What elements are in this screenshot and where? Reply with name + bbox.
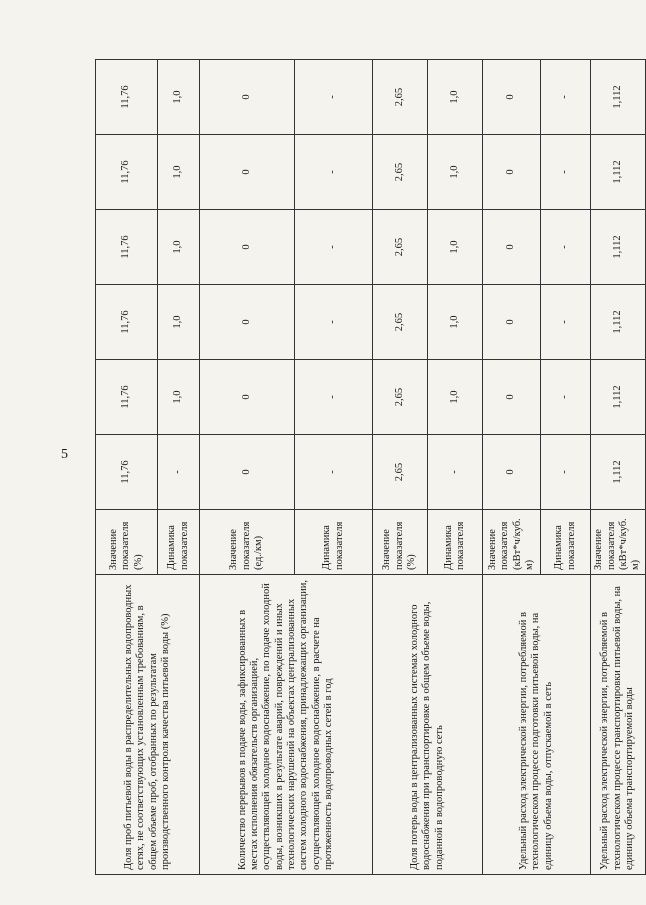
value-cell: 11,76: [96, 360, 158, 435]
parameter-name: Значение показателя (%): [373, 510, 428, 575]
value-cell: -: [541, 285, 591, 360]
rotated-table-container: [95, 60, 642, 875]
value-cell: -: [541, 435, 591, 510]
value-cell: 0: [483, 435, 541, 510]
indicators-table: [95, 59, 646, 875]
value-cell: -: [295, 285, 373, 360]
value-cell: 11,76: [96, 135, 158, 210]
value-cell: 1,0: [428, 285, 483, 360]
parameter-name: Динамика показателя: [158, 510, 200, 575]
value-cell: 2,65: [373, 435, 428, 510]
value-cell: 0: [200, 135, 295, 210]
value-cell: 1,0: [428, 135, 483, 210]
value-cell: 1,112: [591, 60, 646, 135]
value-cell: -: [295, 135, 373, 210]
value-cell: 11,76: [96, 60, 158, 135]
value-cell: 0: [483, 210, 541, 285]
value-cell: 0: [200, 435, 295, 510]
indicator-description: Доля проб питьевой воды в распределительных водопроводных сетях, не соответствующих установленным требованиям, в общем объеме проб, отобранных по результатам производственного контроля качества питьевой воды (%): [96, 575, 200, 875]
value-cell: -: [295, 435, 373, 510]
value-cell: 1,0: [158, 135, 200, 210]
value-cell: 0: [200, 285, 295, 360]
value-cell: 0: [483, 60, 541, 135]
value-cell: -: [541, 135, 591, 210]
value-cell: 2,65: [373, 210, 428, 285]
value-cell: 2,65: [373, 360, 428, 435]
value-cell: 1,0: [158, 285, 200, 360]
value-cell: 1,112: [591, 210, 646, 285]
value-cell: 2,65: [373, 60, 428, 135]
value-cell: -: [541, 210, 591, 285]
value-cell: -: [295, 210, 373, 285]
table-row: [200, 60, 295, 875]
parameter-name: Значение показателя (кВт*ч/куб. м): [483, 510, 541, 575]
table-row: [373, 60, 428, 875]
indicator-description: Удельный расход электрической энергии, потребляемой в технологическом процессе транспортировки питьевой воды, на единицу объема транспортируемой воды: [591, 575, 646, 875]
value-cell: 1,112: [591, 285, 646, 360]
value-cell: 11,76: [96, 285, 158, 360]
table-row: [96, 60, 158, 875]
parameter-name: Значение показателя (%): [96, 510, 158, 575]
value-cell: 1,112: [591, 435, 646, 510]
indicator-description: Количество перерывов в подаче воды, зафиксированных в местах исполнения обязательств организацией, осуществляющей холодное водоснабжение, по подаче холодной воды, возникших в результате аварий, повреждений и иных технологических нарушений на объектах централизованных систем холодного водоснабжения, принадлежащих организации, осуществляющей холодное водоснабжение, в расчете на протяженность водопроводных сетей в год: [200, 575, 373, 875]
parameter-name: Динамика показателя: [428, 510, 483, 575]
page-number: 5: [61, 447, 68, 462]
value-cell: -: [428, 435, 483, 510]
value-cell: 0: [200, 360, 295, 435]
value-cell: 1,0: [428, 210, 483, 285]
value-cell: 1,0: [158, 210, 200, 285]
table-row: [591, 60, 646, 875]
value-cell: -: [158, 435, 200, 510]
value-cell: 11,76: [96, 210, 158, 285]
value-cell: 0: [483, 135, 541, 210]
value-cell: 1,0: [428, 60, 483, 135]
indicator-description: Доля потерь воды в централизованных системах холодного водоснабжения при транспортировке в общем объеме воды, поданной в водопроводную сеть: [373, 575, 483, 875]
value-cell: -: [295, 60, 373, 135]
value-cell: -: [295, 360, 373, 435]
value-cell: 0: [483, 360, 541, 435]
parameter-name: Значение показателя (кВт*ч/куб. м): [591, 510, 646, 575]
value-cell: 1,112: [591, 135, 646, 210]
value-cell: 0: [483, 285, 541, 360]
value-cell: 0: [200, 60, 295, 135]
value-cell: 1,0: [158, 360, 200, 435]
indicator-description: Удельный расход электрической энергии, потребляемой в технологическом процессе подготовки питьевой воды, на единицу объема воды, отпускаемой в сеть: [483, 575, 591, 875]
value-cell: -: [541, 60, 591, 135]
value-cell: 1,0: [428, 360, 483, 435]
parameter-name: Динамика показателя: [295, 510, 373, 575]
table-row: [483, 60, 541, 875]
value-cell: 11,76: [96, 435, 158, 510]
value-cell: 2,65: [373, 135, 428, 210]
parameter-name: Динамика показателя: [541, 510, 591, 575]
value-cell: 0: [200, 210, 295, 285]
value-cell: 1,0: [158, 60, 200, 135]
value-cell: 2,65: [373, 285, 428, 360]
value-cell: 1,112: [591, 360, 646, 435]
value-cell: -: [541, 360, 591, 435]
parameter-name: Значение показателя (ед./км): [200, 510, 295, 575]
